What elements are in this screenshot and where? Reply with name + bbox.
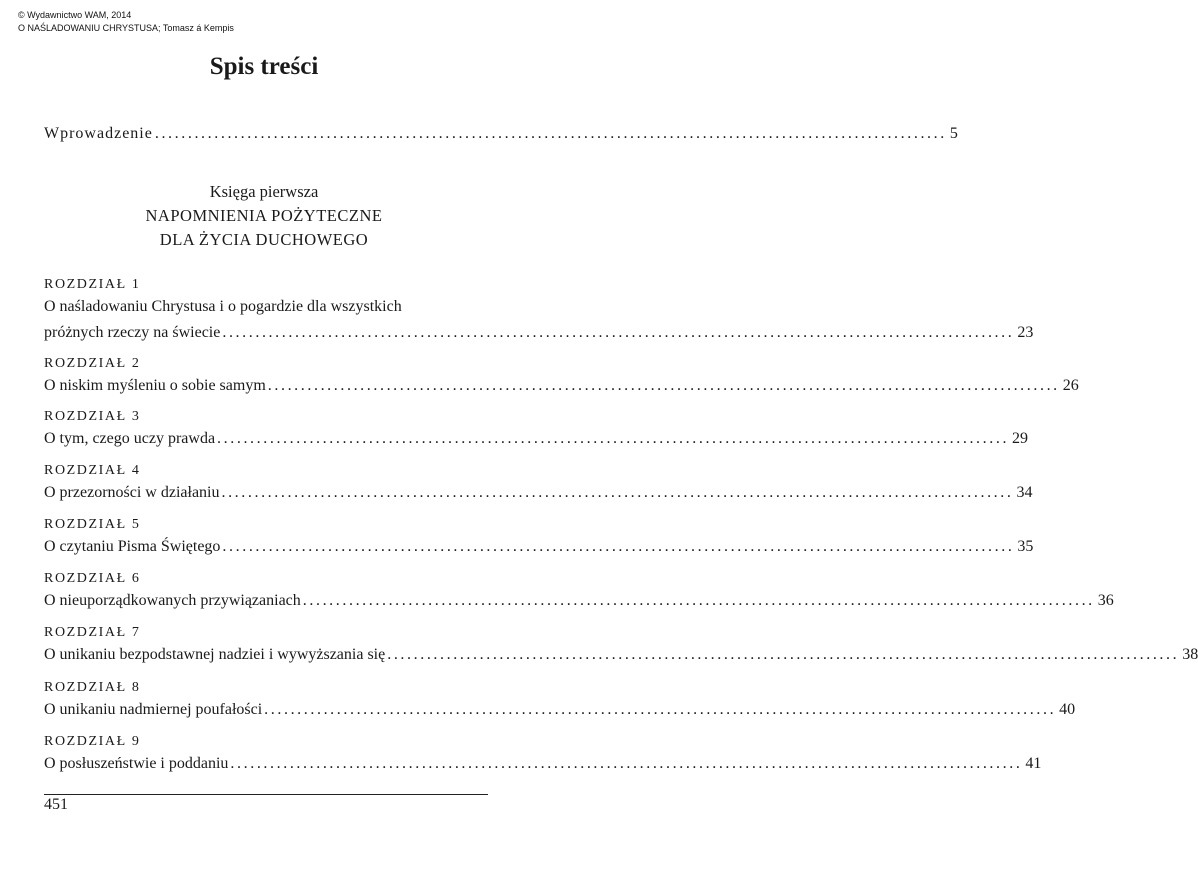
book-part-label: Księga pierwsza bbox=[209, 182, 319, 201]
toc-entry bbox=[44, 642, 1198, 668]
chapter-label: ROZDZIAŁ 1 bbox=[44, 277, 141, 292]
toc-entry bbox=[44, 426, 1029, 452]
leader-dots: ........................................................................................................................ bbox=[222, 538, 1015, 555]
toc-entry-introduction[interactable] bbox=[44, 125, 958, 143]
chapter-title-line: O naśladowaniu Chrystusa i o pogardzie dla wszystkich bbox=[44, 298, 402, 315]
chapter-label: ROZDZIAŁ 5 bbox=[44, 517, 141, 532]
toc-entry-label: O unikaniu nadmiernej poufałości bbox=[44, 701, 263, 718]
toc-entry-page: 36 bbox=[1097, 592, 1114, 609]
leader-dots: ........................................................................................................................ bbox=[217, 430, 1010, 447]
chapter-label: ROZDZIAŁ 7 bbox=[44, 625, 141, 640]
leader-dots: ........................................................................................................................ bbox=[267, 377, 1060, 394]
toc-entry bbox=[44, 697, 1076, 723]
toc-entry-label: O unikaniu bezpodstawnej nadziei i wywyższania się bbox=[44, 646, 386, 663]
leader-dots: ........................................................................................................................ bbox=[154, 125, 947, 142]
chapter-label: ROZDZIAŁ 2 bbox=[44, 356, 141, 371]
toc-entry-label: O tym, czego uczy prawda bbox=[44, 430, 216, 447]
toc-entry bbox=[44, 480, 1033, 506]
toc-entry-page: 34 bbox=[1016, 484, 1033, 501]
book-subtitle-line-2: DLA ŻYCIA DUCHOWEGO bbox=[159, 230, 369, 249]
book-title-line: O NAŚLADOWANIU CHRYSTUSA; Tomasz á Kempis bbox=[18, 23, 234, 33]
chapter-entry-6[interactable] bbox=[44, 570, 1114, 614]
chapter-entry-1[interactable] bbox=[44, 276, 1034, 346]
toc-entry-label: Wprowadzenie bbox=[44, 125, 153, 142]
toc-entry-label: O czytaniu Pisma Świętego bbox=[44, 538, 221, 555]
book-subtitle-line-1: NAPOMNIENIA POŻYTECZNE bbox=[145, 206, 383, 225]
toc-entry-page: 26 bbox=[1062, 377, 1079, 394]
page-header bbox=[18, 9, 234, 35]
toc-entry bbox=[44, 373, 1079, 399]
page-title: Spis treści bbox=[209, 53, 319, 80]
chapter-entry-7[interactable] bbox=[44, 624, 1198, 668]
chapter-label: ROZDZIAŁ 3 bbox=[44, 409, 141, 424]
leader-dots: ........................................................................................................................ bbox=[222, 324, 1015, 341]
toc-entry-page: 5 bbox=[949, 125, 958, 142]
leader-dots: ........................................................................................................................ bbox=[387, 646, 1180, 663]
toc-entry bbox=[44, 751, 1042, 777]
toc-entry-page: 23 bbox=[1017, 324, 1034, 341]
copyright-line: © Wydawnictwo WAM, 2014 bbox=[18, 10, 132, 20]
leader-dots: ........................................................................................................................ bbox=[264, 701, 1057, 718]
toc-entry-page: 29 bbox=[1012, 430, 1029, 447]
chapter-entry-9[interactable] bbox=[44, 733, 1042, 777]
chapter-label: ROZDZIAŁ 8 bbox=[44, 680, 141, 695]
chapter-entry-3[interactable] bbox=[44, 408, 1029, 452]
book-heading bbox=[0, 180, 528, 252]
toc-entry-label: O nieuporządkowanych przywiązaniach bbox=[44, 592, 301, 609]
toc-entry-page: 41 bbox=[1025, 755, 1042, 772]
toc-entry-label: O posłuszeństwie i poddaniu bbox=[44, 755, 229, 772]
toc-entry bbox=[44, 320, 1034, 346]
page-number: 451 bbox=[44, 796, 68, 813]
toc-entry-page: 35 bbox=[1017, 538, 1034, 555]
leader-dots: ........................................................................................................................ bbox=[230, 755, 1023, 772]
chapter-label: ROZDZIAŁ 4 bbox=[44, 463, 141, 478]
footer-divider bbox=[44, 794, 488, 795]
toc-entry-page: 40 bbox=[1059, 701, 1076, 718]
chapter-entry-5[interactable] bbox=[44, 516, 1034, 560]
chapter-entry-4[interactable] bbox=[44, 462, 1033, 506]
toc-entry-label: O niskim myśleniu o sobie samym bbox=[44, 377, 266, 394]
chapter-entry-8[interactable] bbox=[44, 679, 1076, 723]
toc-entry-label: próżnych rzeczy na świecie bbox=[44, 324, 221, 341]
chapter-label: ROZDZIAŁ 6 bbox=[44, 571, 141, 586]
toc-entry-page: 38 bbox=[1182, 646, 1198, 663]
chapter-label: ROZDZIAŁ 9 bbox=[44, 734, 141, 749]
toc-entry bbox=[44, 534, 1034, 560]
chapter-entry-2[interactable] bbox=[44, 355, 1079, 399]
leader-dots: ........................................................................................................................ bbox=[302, 592, 1095, 609]
leader-dots: ........................................................................................................................ bbox=[221, 484, 1014, 501]
toc-entry-label: O przezorności w działaniu bbox=[44, 484, 220, 501]
toc-entry bbox=[44, 588, 1114, 614]
